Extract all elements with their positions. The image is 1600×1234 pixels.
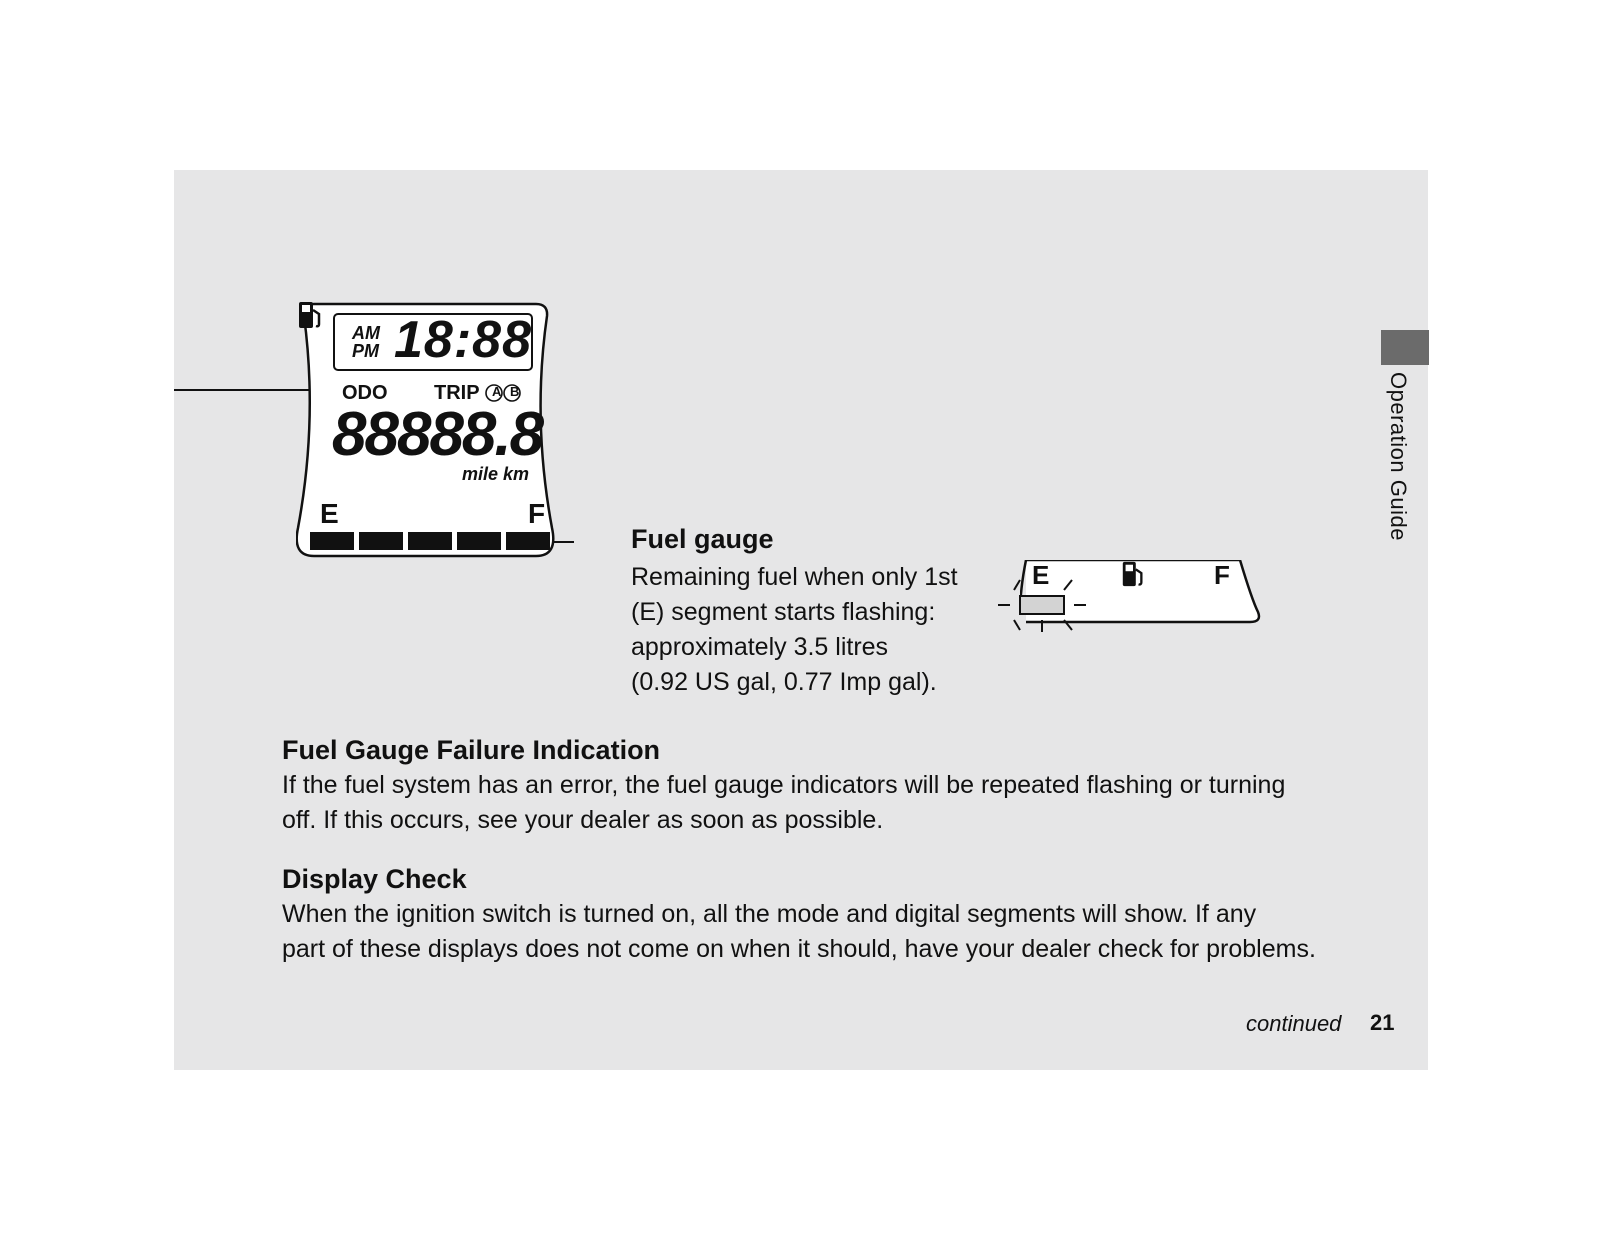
section-body-failure: If the fuel system has an error, the fuel gauge indicators will be repeated flashing or turning off. If this occurs, see your dealer as soon as possible. xyxy=(282,771,1286,834)
flash-full-label: F xyxy=(1214,560,1230,590)
trip-label: TRIP A B xyxy=(434,382,520,404)
gauge-empty-label: E xyxy=(320,498,339,529)
section-heading-display-check: Display Check xyxy=(282,864,467,894)
trip-b-label: B xyxy=(510,384,520,399)
odo-label: ODO xyxy=(342,382,388,404)
section-tab-label: Operation Guide xyxy=(1386,372,1411,541)
fuel-pump-icon xyxy=(296,300,324,330)
distance-units: mile km xyxy=(462,464,530,484)
page-number: 21 xyxy=(1370,1010,1395,1035)
flashing-segment-illustration xyxy=(996,560,1266,642)
odometer-digits: 88888.8 xyxy=(332,400,543,469)
instrument-display-illustration xyxy=(296,300,574,566)
flash-fuel-pump-icon xyxy=(1120,560,1146,588)
section-body-display-check: When the ignition switch is turned on, all the mode and digital segments will show. If any part of these displays does not come on when it should, have your dealer check for problems. xyxy=(282,900,1316,963)
clock-digits: 18:88 xyxy=(394,311,532,369)
flash-empty-label: E xyxy=(1032,560,1050,590)
fuel-gauge-heading: Fuel gauge xyxy=(631,524,774,554)
trip-a-label: A xyxy=(492,384,502,399)
section-heading-failure: Fuel Gauge Failure Indication xyxy=(282,735,661,765)
continued-label: continued xyxy=(1246,1011,1342,1036)
fuel-gauge-description: Remaining fuel when only 1st (E) segment starts flashing: approximately 3.5 litres (0.92 US gal, 0.77 Imp gal). xyxy=(631,563,958,696)
clock-ampm: AM PM xyxy=(352,323,380,361)
fuel-gauge-segments xyxy=(310,532,550,550)
section-tab-marker xyxy=(1381,330,1429,365)
gauge-full-label: F xyxy=(528,498,546,529)
